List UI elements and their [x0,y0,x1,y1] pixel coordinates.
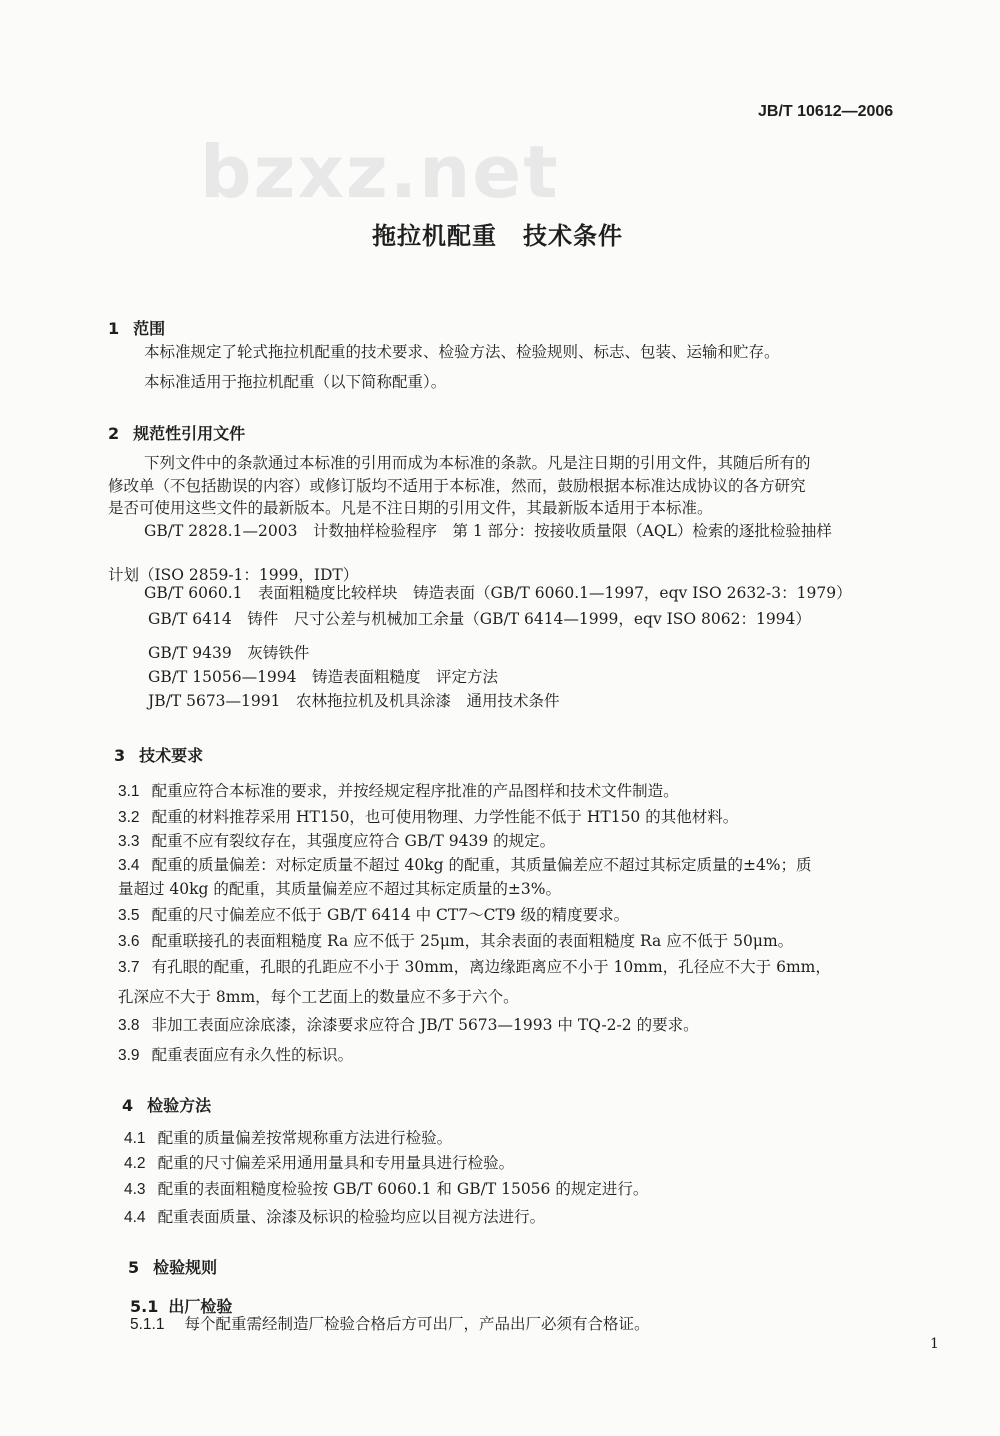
clause-number: 4.4 [124,1209,146,1226]
page-title [372,216,623,251]
clause-number: 3.8 [118,1017,140,1034]
reference-line: GB/T 9439 灰铸铁件 [148,644,310,662]
section-3-heading [114,743,203,766]
title-part-1: 拖拉机配重 [372,222,497,250]
clause [124,1182,648,1198]
clause-text: 非加工表面应涂底漆，涂漆要求应符合 JB/T 5673—1993 中 TQ-2-2 的要求。 [151,1016,699,1034]
document-number: JB/T 10612—2006 [758,103,894,120]
reference-line: 计划（ISO 2859-1：1999，IDT） [108,566,359,584]
clause-text: 配重的材料推荐采用 HT150，也可使用物理、力学性能不低于 HT150 的其他材料。 [151,808,739,826]
clause-number: 3.4 [118,857,140,874]
paragraph-line: 是否可使用这些文件的最新版本。凡是不注日期的引用文件，其最新版本适用于本标准。 [108,499,713,517]
clause-continuation [118,882,561,898]
subsection-heading [130,1294,232,1317]
page-number: 1 [930,1336,939,1352]
clause [130,1317,650,1333]
paragraph: 本标准适用于拖拉机配重（以下简称配重）。 [144,373,447,391]
clause-number: 3.2 [118,809,140,826]
reference-line: JB/T 5673—1991 农林拖拉机及机具涂漆 通用技术条件 [148,692,560,710]
clause-text: 配重联接孔的表面粗糙度 Ra 应不低于 25μm，其余表面的表面粗糙度 Ra 应不低于 50μm。 [151,932,794,950]
clause-number: 3.6 [118,933,140,950]
clause-number: 3.7 [118,959,140,976]
section-4-heading [122,1093,211,1116]
clause [118,934,793,950]
section-number: 1 [108,319,120,338]
section-title: 技术要求 [139,746,204,765]
section-title: 检验方法 [147,1096,212,1115]
section-number: 4 [122,1096,134,1115]
clause-continuation [118,990,519,1006]
clause [124,1210,545,1226]
clause-text: 配重的尺寸偏差应不低于 GB/T 6414 中 CT7～CT9 级的精度要求。 [151,906,630,924]
clause [118,1048,353,1064]
paragraph-line: 修改单（不包括勘误的内容）或修订版均不适用于本标准，然而，鼓励根据本标准达成协议的各方研究 [108,477,806,495]
clause [118,1018,699,1034]
clause [118,810,738,826]
section-number: 3 [114,746,126,765]
section-1-heading [108,316,165,339]
paragraph: 本标准规定了轮式拖拉机配重的技术要求、检验方法、检验规则、标志、包装、运输和贮存。 [144,343,780,361]
clause-text: 配重的质量偏差按常规称重方法进行检验。 [157,1129,453,1147]
clause-text: 配重的表面粗糙度检验按 GB/T 6060.1 和 GB/T 15056 的规定进行。 [157,1180,649,1198]
section-title: 范围 [133,319,166,338]
section-title: 规范性引用文件 [133,424,246,443]
clause-text: 配重表面应有永久性的标识。 [151,1046,354,1064]
paragraph-line: 下列文件中的条款通过本标准的引用而成为本标准的条款。凡是注日期的引用文件，其随后所有的 [144,454,811,472]
section-5-heading [128,1255,217,1278]
clause-number: 4.3 [124,1181,146,1198]
section-2-heading [108,421,245,444]
clause [124,1156,514,1172]
clause [118,960,831,976]
reference-line: GB/T 2828.1—2003 计数抽样检验程序 第 1 部分：按接收质量限（AQL）检索的逐批检验抽样 [144,522,832,540]
clause-text: 配重不应有裂纹存在，其强度应符合 GB/T 9439 的规定。 [151,832,556,850]
subsection-title: 出厂检验 [168,1297,233,1316]
clause-text: 每个配重需经制造厂检验合格后方可出厂，产品出厂必须有合格证。 [184,1315,650,1333]
section-number: 2 [108,424,120,443]
clause [118,784,679,800]
clause [118,858,812,874]
clause-text: 配重的质量偏差：对标定质量不超过 40kg 的配重，其质量偏差应不超过其标定质量的±4%；质 [151,856,812,874]
subsection-number: 5.1 [130,1297,159,1316]
clause-number: 3.1 [118,783,140,800]
clause-text: 量超过 40kg 的配重，其质量偏差应不超过其标定质量的±3%。 [118,880,561,898]
clause [118,834,555,850]
reference-line: GB/T 15056—1994 铸造表面粗糙度 评定方法 [148,668,499,686]
reference-line: GB/T 6060.1 表面粗糙度比较样块 铸造表面（GB/T 6060.1—1997，eqv ISO 2632-3：1979） [144,584,852,602]
clause [118,908,629,924]
title-part-2: 技术条件 [523,222,623,250]
clause-number: 5.1.1 [130,1316,165,1333]
clause [124,1131,452,1147]
clause-text: 配重应符合本标准的要求，并按经规定程序批准的产品图样和技术文件制造。 [151,782,679,800]
reference-line: GB/T 6414 铸件 尺寸公差与机械加工余量（GB/T 6414—1999，eqv ISO 8062：1994） [148,610,811,628]
clause-text: 配重表面质量、涂漆及标识的检验均应以目视方法进行。 [157,1208,546,1226]
section-number: 5 [128,1258,140,1277]
clause-number: 3.5 [118,907,140,924]
clause-number: 4.1 [124,1130,146,1147]
watermark: bzxz.net [200,130,560,214]
clause-number: 3.9 [118,1047,140,1064]
clause-number: 4.2 [124,1155,146,1172]
clause-text: 有孔眼的配重，孔眼的孔距应不小于 30mm，离边缘距离应不小于 10mm，孔径应不大于 6mm， [151,958,831,976]
clause-text: 孔深应不大于 8mm，每个工艺面上的数量应不多于六个。 [118,988,519,1006]
clause-number: 3.3 [118,833,140,850]
section-title: 检验规则 [153,1258,218,1277]
clause-text: 配重的尺寸偏差采用通用量具和专用量具进行检验。 [157,1154,515,1172]
